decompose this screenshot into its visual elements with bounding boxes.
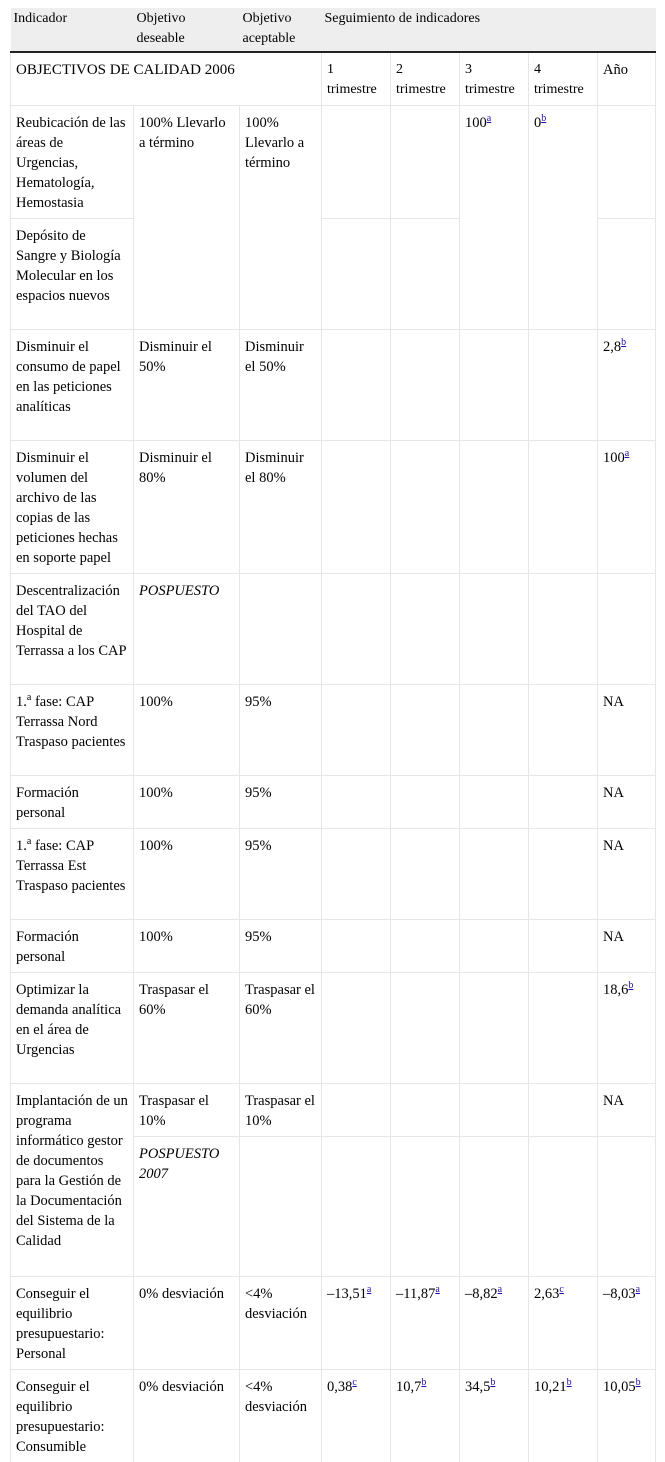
- objetivo-aceptable-cell: [240, 574, 322, 685]
- t2-cell: [391, 776, 460, 829]
- t4-cell: [529, 829, 598, 920]
- t2-cell: [391, 920, 460, 973]
- indicador-cell: Reubicación de las áreas de Urgencias, Hematología, Hemostasia: [11, 106, 134, 219]
- objetivo-deseable-cell: Traspasar el 10%: [134, 1084, 240, 1137]
- t1-cell: [322, 920, 391, 973]
- header-objetivo-deseable: Objetivo deseable: [134, 8, 240, 52]
- objetivo-aceptable-cell: Disminuir el 50%: [240, 330, 322, 441]
- objetivo-deseable-cell: Disminuir el 80%: [134, 441, 240, 574]
- indicador-cell: Disminuir el consumo de papel en las peticiones analíticas: [11, 330, 134, 441]
- footnote-link[interactable]: a: [367, 1284, 371, 1295]
- t4-cell: [529, 973, 598, 1084]
- t4-cell: [529, 574, 598, 685]
- indicador-cell: Depósito de Sangre y Biología Molecular en los espacios nuevos: [11, 219, 134, 330]
- t2-cell: [391, 574, 460, 685]
- header-objetivo-aceptable: Objetivo aceptable: [240, 8, 322, 52]
- objetivo-aceptable-cell: Traspasar el 60%: [240, 973, 322, 1084]
- header-seguimiento: Seguimiento de indicadores: [322, 8, 656, 52]
- t1-cell: [322, 973, 391, 1084]
- objetivo-aceptable-cell: 100% Llevarlo a término: [240, 106, 322, 330]
- col-3-trimestre: 3 trimestre: [460, 52, 529, 106]
- t1-cell: 0,38$^c$: [322, 1370, 391, 1462]
- table-row: [11, 330, 656, 441]
- objetivo-deseable-cell: 100% Llevarlo a término: [134, 106, 240, 330]
- footnote-link[interactable]: b: [541, 113, 546, 124]
- section-row: [11, 52, 656, 106]
- t3-cell: [460, 776, 529, 829]
- footnote-link[interactable]: a: [636, 1284, 640, 1295]
- anio-cell: NA: [598, 920, 656, 973]
- objetivo-aceptable-cell: 95%: [240, 776, 322, 829]
- t4-cell: 10,21$^b$: [529, 1370, 598, 1462]
- objetivo-deseable-cell: 100%: [134, 920, 240, 973]
- anio-cell: NA: [598, 685, 656, 776]
- indicador-cell: Conseguir el equilibrio presupuestario: Personal: [11, 1277, 134, 1370]
- t4-cell: [529, 1137, 598, 1277]
- t2-cell: [391, 106, 460, 219]
- table-row: [11, 685, 656, 776]
- t2-cell: [391, 330, 460, 441]
- footnote-link[interactable]: b: [621, 337, 626, 348]
- t3-cell: [460, 574, 529, 685]
- table-row: [11, 973, 656, 1084]
- t2-cell: 10,7$^b$: [391, 1370, 460, 1462]
- t1-cell: [322, 219, 391, 330]
- quality-objectives-table: [10, 8, 656, 1462]
- anio-cell: 2,8$^b$: [598, 330, 656, 441]
- table-row: [11, 106, 656, 219]
- t2-cell: [391, 973, 460, 1084]
- footnote-link[interactable]: c: [352, 1377, 356, 1388]
- t3-cell: [460, 441, 529, 574]
- footnote-link[interactable]: b: [567, 1377, 572, 1388]
- anio-cell: 100$^a$: [598, 441, 656, 574]
- table-row: [11, 1370, 656, 1462]
- t1-cell: [322, 776, 391, 829]
- t3-cell: [460, 829, 529, 920]
- col-2-trimestre: 2 trimestre: [391, 52, 460, 106]
- anio-cell: 10,05$^b$: [598, 1370, 656, 1462]
- t1-cell: [322, 829, 391, 920]
- footnote-link[interactable]: b: [636, 1377, 641, 1388]
- footnote-link[interactable]: b: [628, 980, 633, 991]
- objetivo-aceptable-cell: 95%: [240, 685, 322, 776]
- t2-cell: [391, 219, 460, 330]
- t1-cell: [322, 106, 391, 219]
- anio-cell: [598, 106, 656, 219]
- t2-cell: [391, 685, 460, 776]
- t4-cell: [529, 441, 598, 574]
- table-row: [11, 829, 656, 920]
- footnote-link[interactable]: a: [487, 113, 491, 124]
- anio-cell: NA: [598, 776, 656, 829]
- objetivo-aceptable-cell: Traspasar el 10%: [240, 1084, 322, 1137]
- t2-cell: [391, 1137, 460, 1277]
- t1-cell: [322, 330, 391, 441]
- t3-cell: [460, 973, 529, 1084]
- t4-cell: [529, 330, 598, 441]
- t4-cell: [529, 1084, 598, 1137]
- t1-cell: [322, 1137, 391, 1277]
- indicador-cell: Disminuir el volumen del archivo de las copias de las peticiones hechas en soporte papel: [11, 441, 134, 574]
- table-row: [11, 574, 656, 685]
- anio-cell: [598, 1137, 656, 1277]
- t2-cell: –11,87$^a$: [391, 1277, 460, 1370]
- anio-cell: 18,6$^b$: [598, 973, 656, 1084]
- footnote-link[interactable]: c: [559, 1284, 563, 1295]
- indicador-cell: Implantación de un programa informático gestor de documentos para la Gestión de la Documentación del Sistema de la Calidad: [11, 1084, 134, 1277]
- objetivo-aceptable-cell: Disminuir el 80%: [240, 441, 322, 574]
- objetivo-aceptable-cell: <4% desviación: [240, 1277, 322, 1370]
- t4-cell: [529, 685, 598, 776]
- table-row: [11, 441, 656, 574]
- t2-cell: [391, 829, 460, 920]
- t2-cell: [391, 441, 460, 574]
- t1-cell: [322, 1084, 391, 1137]
- objetivo-deseable-cell: POSPUESTO 2007: [134, 1137, 240, 1277]
- objetivo-aceptable-cell: 95%: [240, 829, 322, 920]
- objetivo-aceptable-cell: [240, 1137, 322, 1277]
- indicador-cell: Conseguir el equilibrio presupuestario: Consumible: [11, 1370, 134, 1462]
- objetivo-deseable-cell: 100%: [134, 776, 240, 829]
- header-row: [11, 8, 656, 52]
- footnote-link[interactable]: a: [625, 448, 629, 459]
- indicador-cell: Descentralización del TAO del Hospital de Terrassa a los CAP: [11, 574, 134, 685]
- anio-cell: [598, 574, 656, 685]
- anio-cell: NA: [598, 1084, 656, 1137]
- table-row: [11, 920, 656, 973]
- t3-cell: –8,82$^a$: [460, 1277, 529, 1370]
- indicador-cell: 1.$^a$ fase: CAP Terrassa Nord Traspaso pacientes: [11, 685, 134, 776]
- t4-cell: [529, 920, 598, 973]
- t4-cell: 0$^b$: [529, 106, 598, 330]
- objetivo-aceptable-cell: 95%: [240, 920, 322, 973]
- t1-cell: –13,51$^a$: [322, 1277, 391, 1370]
- table-row: [11, 1277, 656, 1370]
- col-1-trimestre: 1 trimestre: [322, 52, 391, 106]
- footnote-link[interactable]: b: [490, 1377, 495, 1388]
- indicador-cell: Optimizar la demanda analítica en el área de Urgencias: [11, 973, 134, 1084]
- objetivo-deseable-cell: 0% desviación: [134, 1370, 240, 1462]
- t3-cell: [460, 330, 529, 441]
- footnote-link[interactable]: b: [421, 1377, 426, 1388]
- col-anio: Año: [598, 52, 656, 106]
- t1-cell: [322, 574, 391, 685]
- anio-cell: –8,03$^a$: [598, 1277, 656, 1370]
- header-indicador: Indicador: [11, 8, 134, 52]
- t3-cell: [460, 1137, 529, 1277]
- t4-cell: 2,63$^c$: [529, 1277, 598, 1370]
- objetivo-deseable-cell: 100%: [134, 829, 240, 920]
- indicador-cell: Formación personal: [11, 920, 134, 973]
- t4-cell: [529, 776, 598, 829]
- t3-cell: 34,5$^b$: [460, 1370, 529, 1462]
- anio-cell: NA: [598, 829, 656, 920]
- objetivo-deseable-cell: POSPUESTO: [134, 574, 240, 685]
- footnote-link[interactable]: a: [498, 1284, 502, 1295]
- objetivo-deseable-cell: Disminuir el 50%: [134, 330, 240, 441]
- objetivo-deseable-cell: Traspasar el 60%: [134, 973, 240, 1084]
- indicador-cell: Formación personal: [11, 776, 134, 829]
- t2-cell: [391, 1084, 460, 1137]
- table-row: [11, 1084, 656, 1137]
- col-4-trimestre: 4 trimestre: [529, 52, 598, 106]
- t3-cell: [460, 685, 529, 776]
- indicador-cell: 1.$^a$ fase: CAP Terrassa Est Traspaso pacientes: [11, 829, 134, 920]
- t3-cell: [460, 1084, 529, 1137]
- t3-cell: 100$^a$: [460, 106, 529, 330]
- t1-cell: [322, 441, 391, 574]
- objetivo-deseable-cell: 100%: [134, 685, 240, 776]
- objetivo-deseable-cell: 0% desviación: [134, 1277, 240, 1370]
- objetivo-aceptable-cell: <4% desviación: [240, 1370, 322, 1462]
- t3-cell: [460, 920, 529, 973]
- section-title: OBJECTIVOS DE CALIDAD 2006: [11, 52, 322, 106]
- table-row: [11, 776, 656, 829]
- t1-cell: [322, 685, 391, 776]
- anio-cell: [598, 219, 656, 330]
- footnote-link[interactable]: a: [435, 1284, 439, 1295]
